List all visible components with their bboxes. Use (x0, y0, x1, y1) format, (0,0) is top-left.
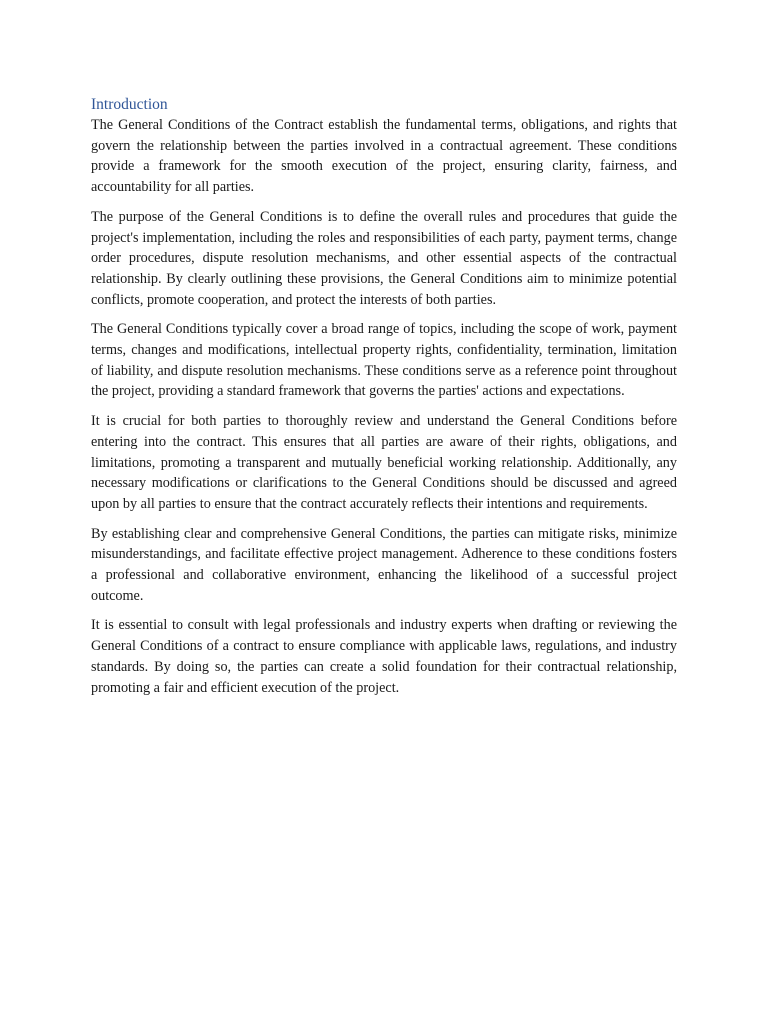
paragraph-6: It is essential to consult with legal professionals and industry experts when drafting or reviewing the General Conditions of a contract to ensure compliance with applicable laws, regulations, and industry standards. By doing so, the parties can create a solid foundation for their contractual relationship, promoting a fair and efficient execution of the project. (91, 617, 677, 696)
paragraph-5: By establishing clear and comprehensive General Conditions, the parties can mitigate risks, minimize misunderstandings, and facilitate effective project management. Adherence to these conditions fosters a professional and collaborative environment, enhancing the likelihood of a successful project outcome. (91, 525, 677, 604)
paragraph-2: The purpose of the General Conditions is to define the overall rules and procedures that guide the project's implementation, including the roles and responsibilities of each party, payment terms, change order procedures, dispute resolution mechanisms, and other essential aspects of the contractual relationship. By clearly outlining these provisions, the General Conditions aim to minimize potential conflicts, promote cooperation, and protect the interests of both parties. (91, 208, 677, 308)
paragraph-1: The General Conditions of the Contract establish the fundamental terms, obligations, and rights that govern the relationship between the parties involved in a contractual agreement. These conditions provide a framework for the smooth execution of the project, ensuring clarity, fairness, and accountability for all parties. (91, 117, 677, 196)
paragraph-4: It is crucial for both parties to thoroughly review and understand the General Conditions before entering into the contract. This ensures that all parties are aware of their rights, obligations, and limitations, promoting a transparent and mutually beneficial working relationship. Additionally, any necessary modifications or clarifications to the General Conditions should be discussed and agreed upon by all parties to ensure that the contract accurately reflects their intentions and requirements. (91, 413, 677, 512)
document-body (91, 95, 677, 707)
paragraph-3: The General Conditions typically cover a broad range of topics, including the scope of work, payment terms, changes and modifications, intellectual property rights, confidentiality, termination, limitation of liability, and dispute resolution mechanisms. These conditions serve as a reference point throughout the project, providing a standard framework that governs the parties' actions and expectations. (91, 321, 677, 400)
section-heading: Introduction (91, 96, 168, 113)
